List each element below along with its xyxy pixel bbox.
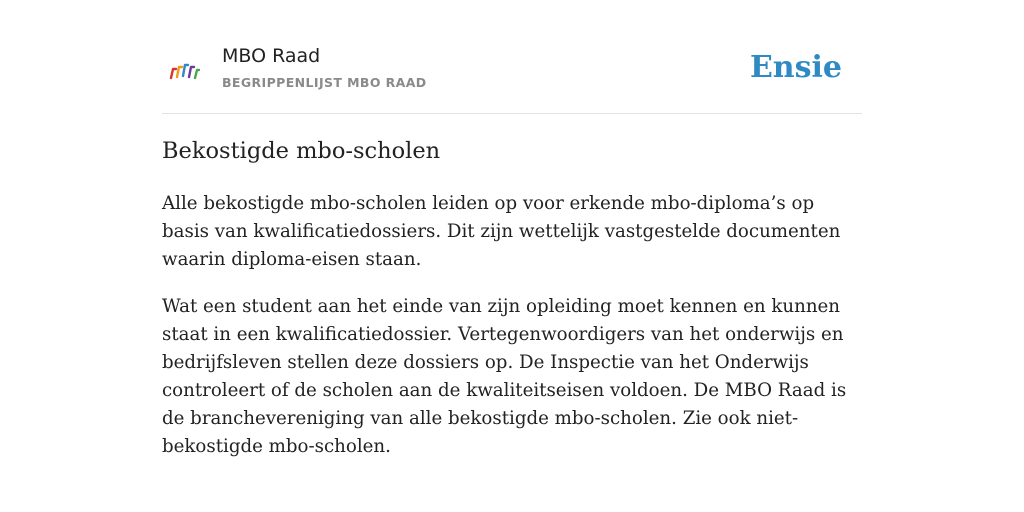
organization-name[interactable]: MBO Raad	[222, 45, 321, 67]
definition-paragraph: Alle bekostigde mbo-scholen leiden op voor erkende mbo-diploma’s op basis van kwalificatiedossiers. Dit zijn wettelijk vastgestelde documenten waarin diploma-eisen staan.	[162, 193, 841, 270]
ensie-brand-link[interactable]: Ensie	[749, 50, 842, 85]
card-header	[162, 0, 862, 114]
term-card	[162, 0, 862, 457]
glossary-name[interactable]: BEGRIPPENLIJST MBO RAAD	[222, 75, 427, 90]
mbo-raad-logo-icon	[168, 57, 202, 83]
term-title: Bekostigde mbo-scholen	[162, 138, 441, 164]
definition-paragraph: Wat een student aan het einde van zijn opleiding moet kennen en kunnen staat in een kwalificatiedossier. Vertegenwoordigers van het onderwijs en bedrijfsleven stellen deze dossiers op. De Inspectie van het Onderwijs controleert of de scholen aan de kwaliteitseisen voldoen. De MBO Raad is de branchevereniging van alle bekostigde mbo-scholen. Zie ook niet-bekostigde mbo-scholen.	[162, 296, 847, 457]
